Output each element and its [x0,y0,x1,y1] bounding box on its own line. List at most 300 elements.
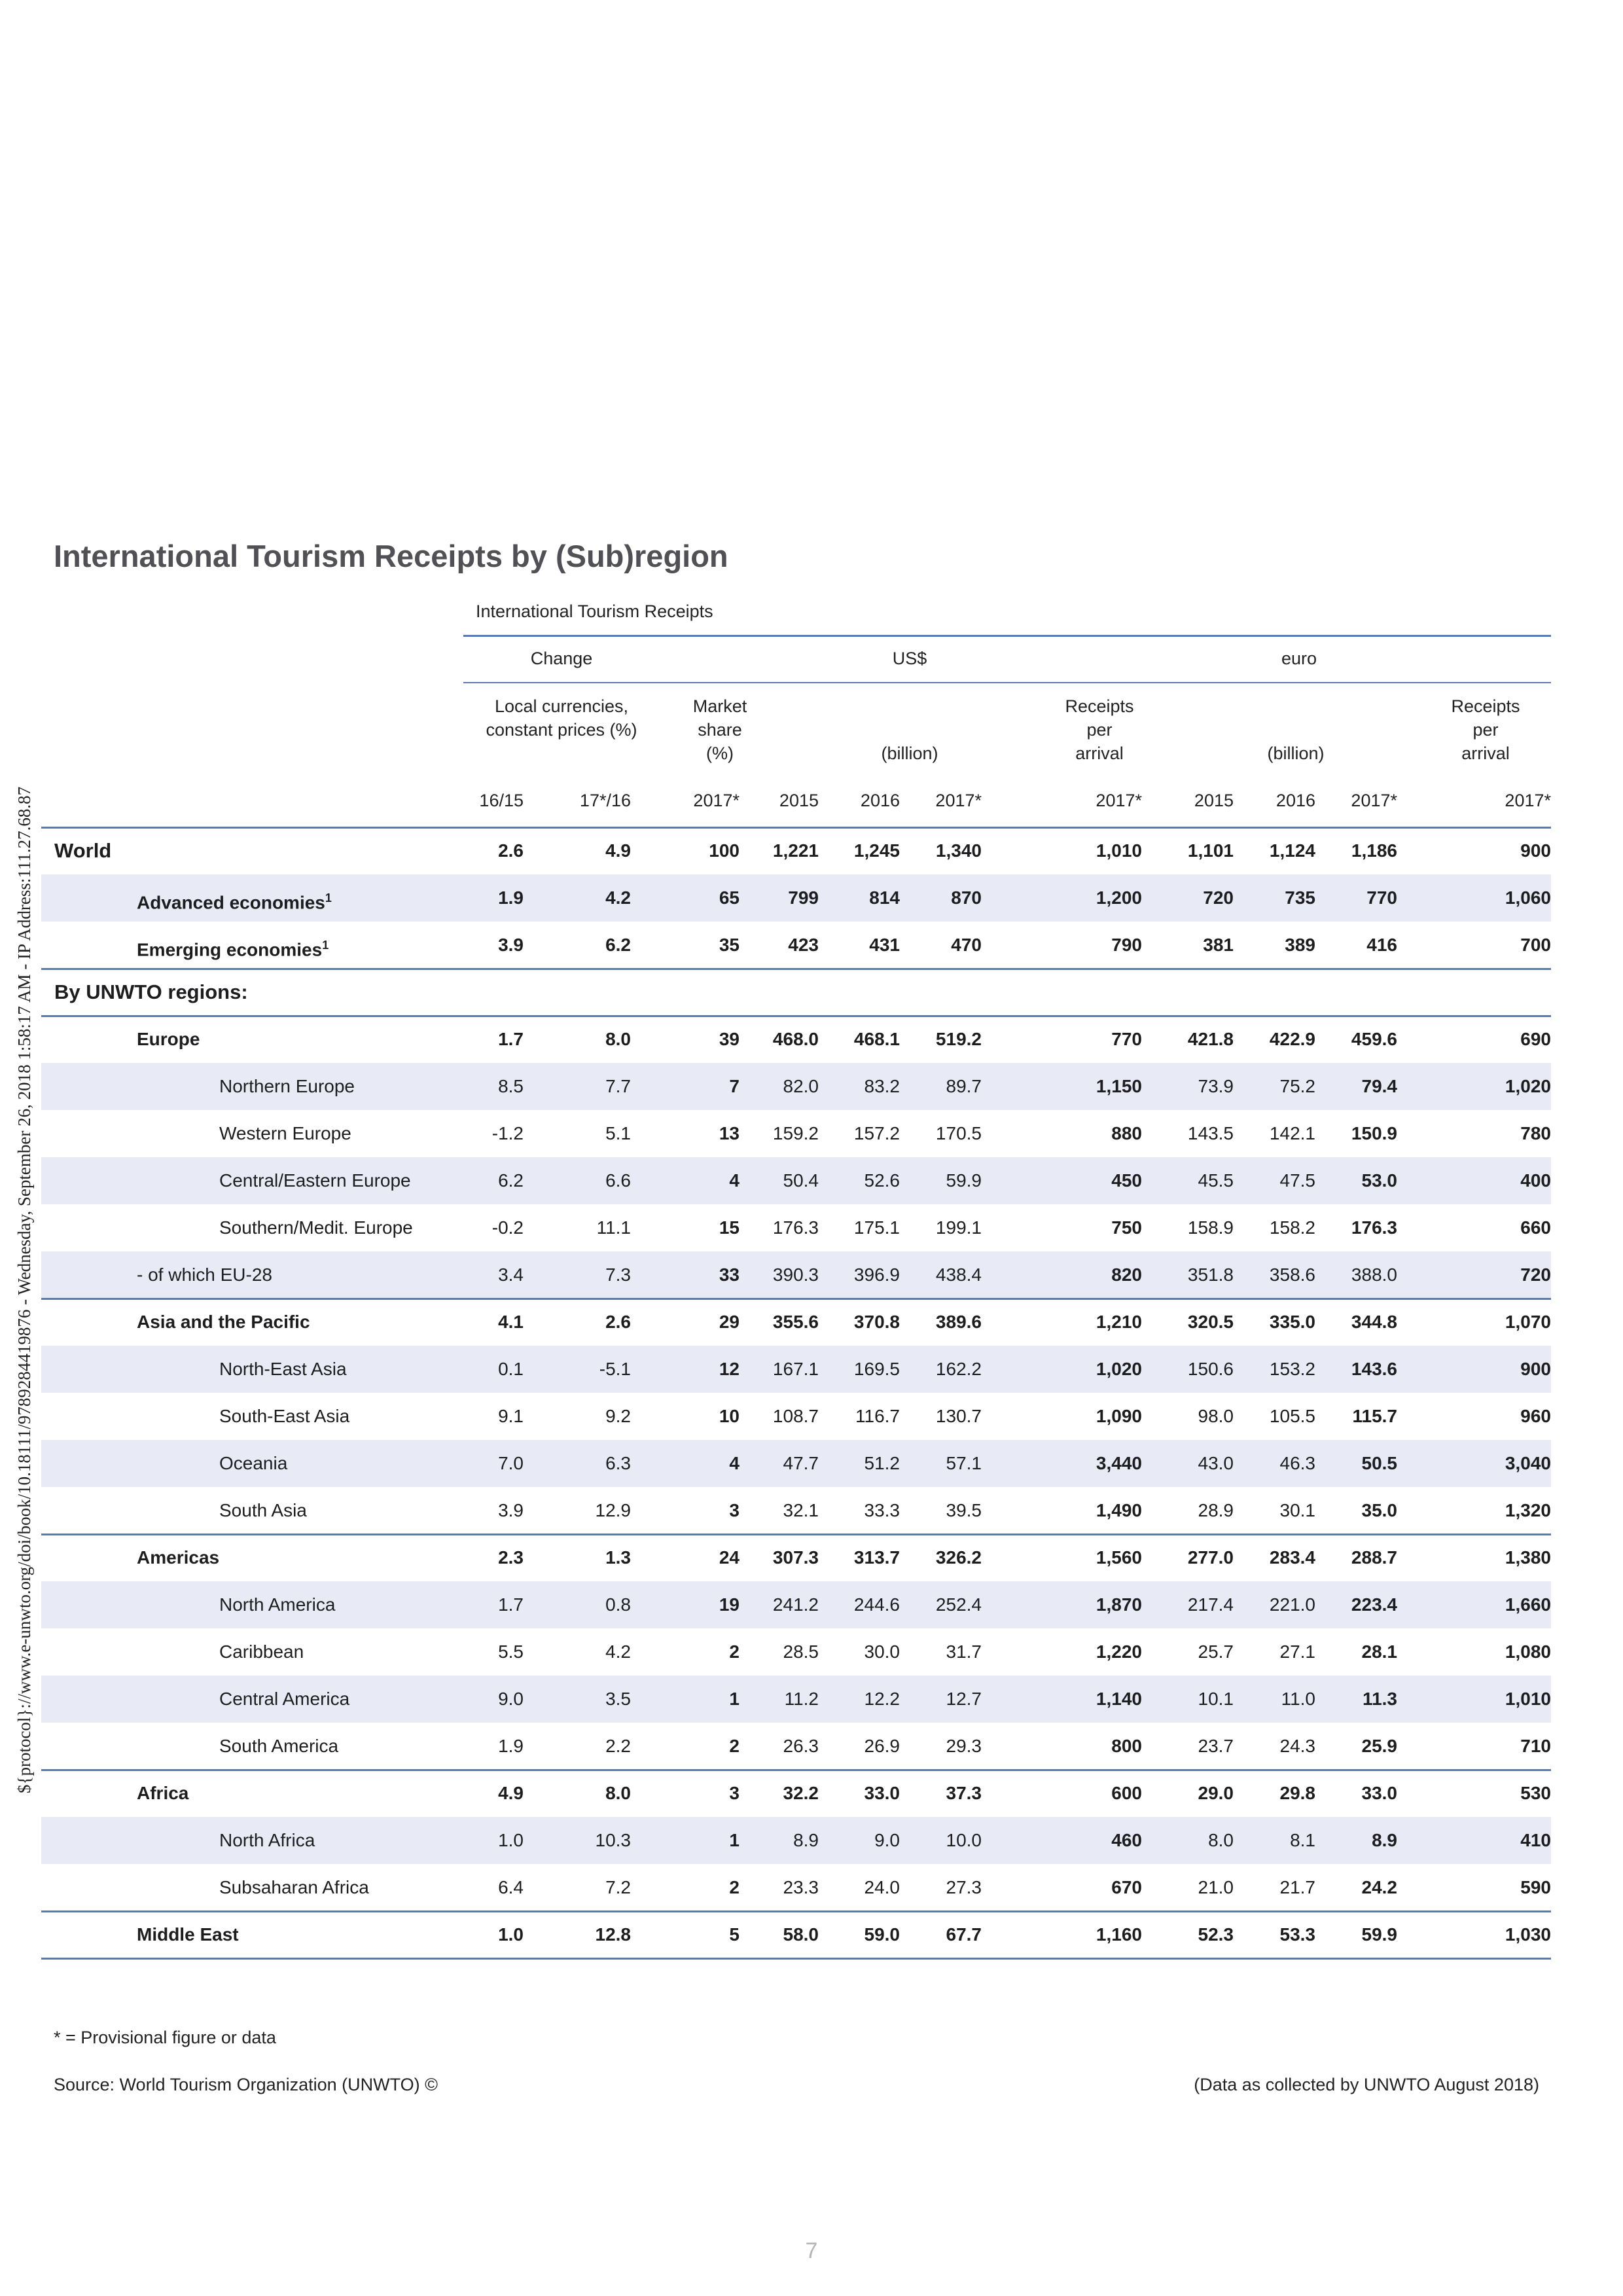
table-cell: 600 [1111,1783,1142,1803]
table-cell: 388.0 [1351,1265,1397,1285]
table-cell: 175.1 [853,1217,900,1238]
table-cell: 1,060 [1505,888,1551,908]
table-cell: 459.6 [1351,1029,1397,1049]
table-cell: 1.9 [498,888,524,908]
table-cell: 12 [719,1359,740,1379]
row-label-text: North Africa [219,1830,315,1850]
table-cell: 1,380 [1505,1547,1551,1568]
table-cell: 53.3 [1279,1924,1315,1945]
table-cell: 4.9 [605,840,631,861]
table-cell: 900 [1520,840,1551,861]
table-cell: 1,560 [1096,1547,1142,1568]
table-row [41,1204,1551,1251]
table-cell: 3 [729,1783,740,1803]
table-cell: 814 [869,888,900,908]
table-cell: 1,020 [1096,1359,1142,1379]
table-cell: 39 [719,1029,740,1049]
table-cell: 21.7 [1279,1877,1315,1897]
table-cell: 1,490 [1096,1500,1142,1520]
table-cell: 11.1 [596,1217,631,1238]
table-cell: 1,070 [1505,1312,1551,1332]
table-cell: 9.0 [498,1689,524,1709]
table-cell: -5.1 [599,1359,631,1379]
table-cell: 52.3 [1198,1924,1234,1945]
table-cell: 389 [1285,935,1315,955]
table-cell: 35.0 [1361,1500,1397,1520]
row-label-text: Africa [137,1783,189,1803]
table-row [41,1911,1551,1958]
table-cell: 31.7 [946,1641,982,1662]
table-cell: 29.0 [1198,1783,1234,1803]
table-cell: 7.2 [605,1877,631,1897]
table-row [41,1016,1551,1063]
table-cell: 29 [719,1312,740,1332]
table-cell: 1,020 [1505,1076,1551,1096]
row-label [219,1204,413,1251]
table-cell: 15 [719,1217,740,1238]
column-header: 2015 [1194,791,1234,810]
row-label [137,1299,310,1346]
column-header: 16/15 [479,791,524,810]
table-cell: 32.1 [783,1500,819,1520]
table-cell: 24 [719,1547,740,1568]
header-change: Change [530,649,593,668]
row-label-text: Emerging economies [137,939,323,960]
table-cell: 960 [1520,1406,1551,1426]
table-row [41,1676,1551,1723]
header-receipts-per-arrival-euro [1420,694,1551,765]
table-cell: 89.7 [946,1076,982,1096]
table-cell: 1,101 [1187,840,1234,861]
header-receipts-line: Receipts [1451,696,1520,716]
table-cell: 670 [1111,1877,1142,1897]
table-cell: 11.3 [1363,1689,1397,1709]
footnote-provisional: * = Provisional figure or data [54,2028,276,2047]
header-local-currencies [463,694,660,742]
table-cell: 1.7 [498,1594,524,1615]
table-cell: 19 [719,1594,740,1615]
table-cell: 8.1 [1290,1830,1315,1850]
table-cell: 45.5 [1198,1170,1234,1191]
row-label [137,1911,239,1958]
table-cell: 7.3 [605,1265,631,1285]
table-cell: 1.7 [498,1029,524,1049]
table-cell: 59.0 [864,1924,900,1945]
table-cell: 33.0 [864,1783,900,1803]
table-row [41,1581,1551,1628]
table-cell: -0.2 [491,1217,524,1238]
table-cell: 3.4 [498,1265,524,1285]
table-cell: 0.1 [498,1359,524,1379]
table-cell: 3,040 [1505,1453,1551,1473]
footnote-marker: 1 [322,939,329,952]
table-cell: 283.4 [1269,1547,1315,1568]
table-cell: 390.3 [772,1265,819,1285]
table-cell: 221.0 [1269,1594,1315,1615]
table-cell: 1,030 [1505,1924,1551,1945]
column-header: 2016 [1275,791,1315,810]
table-cell: 23.3 [783,1877,819,1897]
table-cell: 244.6 [853,1594,900,1615]
table-cell: 6.2 [498,1170,524,1191]
table-cell: 1.0 [498,1924,524,1945]
table-row [41,1534,1551,1581]
table-cell: 3.9 [498,1500,524,1520]
table-cell: 29.3 [946,1736,982,1756]
table-row [41,1628,1551,1676]
table-cell: 799 [788,888,819,908]
table-cell: 1,221 [772,840,819,861]
table-cell: 320.5 [1187,1312,1234,1332]
table-cell: 79.4 [1361,1076,1397,1096]
section-rule [41,968,1551,970]
row-label [219,1346,347,1393]
table-cell: 1,200 [1096,888,1142,908]
table-cell: 690 [1520,1029,1551,1049]
table-cell: 8.9 [1372,1830,1397,1850]
table-cell: 10.3 [595,1830,631,1850]
table-cell: 1,160 [1096,1924,1142,1945]
row-label [219,1393,349,1440]
table-cell: 4 [729,1453,740,1473]
table-row [41,874,1551,922]
table-cell: 6.4 [498,1877,524,1897]
table-cell: 25.7 [1198,1641,1234,1662]
table-cell: 1,010 [1096,840,1142,861]
row-label [219,1063,355,1110]
header-receipts-line: per [1472,720,1499,740]
table-cell: 1.9 [498,1736,524,1756]
row-label-text: - of which EU-28 [137,1265,272,1285]
table-cell: 9.2 [605,1406,631,1426]
row-label [219,1864,369,1911]
table-cell: 1,080 [1505,1641,1551,1662]
table-cell: 750 [1111,1217,1142,1238]
row-label-text: South-East Asia [219,1406,350,1426]
table-cell: 59.9 [1361,1924,1397,1945]
table-row [41,1864,1551,1911]
header-rule [463,682,1551,683]
table-cell: 158.9 [1187,1217,1234,1238]
column-header: 2016 [860,791,900,810]
table-cell: 100 [709,840,740,861]
row-label-text: Caribbean [219,1641,304,1662]
table-cell: 223.4 [1351,1594,1397,1615]
table-cell: 389.6 [935,1312,982,1332]
table-cell: 46.3 [1279,1453,1315,1473]
column-header: 2017* [1096,791,1142,810]
table-cell: 1,220 [1096,1641,1142,1662]
table-cell: 1,660 [1505,1594,1551,1615]
table-cell: 410 [1520,1830,1551,1850]
table-cell: 2.3 [498,1547,524,1568]
table-row [41,1299,1551,1346]
table-cell: 355.6 [772,1312,819,1332]
table-cell: 900 [1520,1359,1551,1379]
row-label-text: Europe [137,1029,200,1049]
table-cell: 396.9 [853,1265,900,1285]
column-header: 2017* [693,791,740,810]
table-cell: 288.7 [1351,1547,1397,1568]
table-cell: 51.2 [864,1453,900,1473]
section-rule [41,1910,1551,1912]
table-cell: 50.5 [1361,1453,1397,1473]
table-cell: 470 [951,935,982,955]
table-cell: 3.9 [498,935,524,955]
table-cell: 116.7 [855,1406,900,1426]
table-cell: 1,124 [1269,840,1315,861]
table-cell: 5 [729,1924,740,1945]
table-cell: 870 [951,888,982,908]
table-row [41,1393,1551,1440]
row-label-text: Americas [137,1547,220,1568]
column-header: 17*/16 [579,791,631,810]
table-cell: 1.0 [498,1830,524,1850]
table-cell: 143.5 [1187,1123,1234,1143]
table-cell: 770 [1111,1029,1142,1049]
table-cell: 5.5 [498,1641,524,1662]
table-cell: 519.2 [935,1029,982,1049]
table-cell: 0.8 [605,1594,631,1615]
table-cell: 307.3 [772,1547,819,1568]
table-row [41,1487,1551,1534]
table-cell: 27.3 [946,1877,982,1897]
table-cell: 37.3 [946,1783,982,1803]
header-market-share-line: share [698,720,742,740]
table-cell: 35 [719,935,740,955]
row-label-text: Central America [219,1689,350,1709]
table-bottom-rule [41,1958,1551,1960]
row-label [219,1487,307,1534]
table-cell: 130.7 [935,1406,982,1426]
section-rule [41,1015,1551,1017]
table-cell: 2 [729,1641,740,1662]
section-rule [41,1534,1551,1535]
table-cell: 335.0 [1269,1312,1315,1332]
header-receipts-line: arrival [1461,744,1510,763]
section-rule [41,1298,1551,1300]
header-market-share [661,694,779,765]
column-header: 2017* [935,791,982,810]
table-cell: 460 [1111,1830,1142,1850]
table-cell: 176.3 [1351,1217,1397,1238]
table-cell: 26.3 [783,1736,819,1756]
table-cell: 1,210 [1096,1312,1142,1332]
table-cell: 326.2 [935,1547,982,1568]
header-receipts-line: Receipts [1065,696,1134,716]
page-number: 7 [805,2238,818,2263]
table-cell: 13 [719,1123,740,1143]
table-cell: 450 [1111,1170,1142,1191]
row-label-text: South America [219,1736,339,1756]
section-rule [41,827,1551,829]
table-cell: 790 [1111,935,1142,955]
row-label-text: Asia and the Pacific [137,1312,310,1332]
header-local-currencies-line: constant prices (%) [486,720,637,740]
table-cell: 8.0 [1208,1830,1234,1850]
table-cell: 5.1 [605,1123,631,1143]
table-cell: 58.0 [783,1924,819,1945]
table-cell: 115.7 [1352,1406,1397,1426]
table-cell: 67.7 [946,1924,982,1945]
table-cell: 590 [1520,1877,1551,1897]
table-cell: 98.0 [1198,1406,1234,1426]
row-label-text: Southern/Medit. Europe [219,1217,413,1238]
table-cell: 381 [1203,935,1234,955]
table-cell: 28.5 [783,1641,819,1662]
table-cell: 660 [1520,1217,1551,1238]
table-cell: 11.2 [784,1689,819,1709]
table-cell: 2 [729,1877,740,1897]
row-label [219,1628,304,1676]
table-row [41,1157,1551,1204]
page-title: International Tourism Receipts by (Sub)region [54,539,728,573]
table-row [41,1110,1551,1157]
header-market-share-line: Market [692,696,747,716]
header-billion-usd: (billion) [881,744,938,763]
table-cell: 2.2 [605,1736,631,1756]
row-label-text: Northern Europe [219,1076,355,1096]
table-cell: 153.2 [1269,1359,1315,1379]
header-euro: euro [1281,649,1317,668]
table-cell: 1.3 [605,1547,631,1568]
table-cell: 1,870 [1096,1594,1142,1615]
table-cell: 313.7 [853,1547,900,1568]
header-receipts-line: per [1086,720,1113,740]
row-label [137,1016,200,1063]
table-cell: 11.0 [1281,1689,1315,1709]
row-label [219,1581,335,1628]
table-cell: 735 [1285,888,1315,908]
table-row [41,1440,1551,1487]
table-cell: 176.3 [772,1217,819,1238]
table-cell: 23.7 [1198,1736,1234,1756]
table-cell: 43.0 [1198,1453,1234,1473]
table-cell: 4 [729,1170,740,1191]
download-watermark: ${protocol}://www.e-unwto.org/doi/book/10.18111/9789284419876 - Wednesday, September 26, 2018 1:58:17 AM - IP Address:111.27.68.87 [14,786,34,1793]
table-cell: 8.9 [793,1830,819,1850]
table-cell: 21.0 [1198,1877,1234,1897]
table-cell: 3 [729,1500,740,1520]
table-cell: 6.6 [605,1170,631,1191]
row-label [219,1723,338,1770]
row-label-text: By UNWTO regions: [54,980,248,1003]
table-cell: 32.2 [783,1783,819,1803]
row-label [219,1676,349,1723]
table-cell: 12.9 [595,1500,631,1520]
table-cell: 24.0 [864,1877,900,1897]
footnote-source: Source: World Tourism Organization (UNWTO) © [54,2075,438,2094]
table-cell: 2.6 [498,840,524,861]
table-cell: 7.7 [605,1076,631,1096]
table-cell: 6.3 [605,1453,631,1473]
table-cell: 25.9 [1361,1736,1397,1756]
table-cell: 431 [869,935,900,955]
table-cell: 530 [1520,1783,1551,1803]
row-label-text: North America [219,1594,336,1615]
table-cell: 59.9 [946,1170,982,1191]
row-label-text: North-East Asia [219,1359,347,1379]
column-header: 2017* [1351,791,1397,810]
row-label [137,1251,272,1299]
table-row [41,1770,1551,1817]
table-cell: 1 [729,1830,740,1850]
table-cell: 27.1 [1279,1641,1315,1662]
table-row [41,1817,1551,1864]
row-label-text: Western Europe [219,1123,351,1143]
table-cell: 159.2 [772,1123,819,1143]
table-cell: 4.9 [498,1783,524,1803]
table-cell: 33.3 [864,1500,900,1520]
header-usd: US$ [892,649,927,668]
row-label-text: World [54,839,112,862]
column-header: 2015 [779,791,819,810]
table-cell: 422.9 [1269,1029,1315,1049]
table-cell: 880 [1111,1123,1142,1143]
header-receipts-line: arrival [1075,744,1124,763]
table-cell: 770 [1366,888,1397,908]
table-cell: 53.0 [1361,1170,1397,1191]
table-cell: 170.5 [935,1123,982,1143]
header-market-share-line: (%) [706,744,734,763]
row-label [219,1110,351,1157]
table-cell: 8.0 [605,1029,631,1049]
table-cell: 241.2 [772,1594,819,1615]
row-label [137,874,332,922]
table-cell: 438.4 [935,1265,982,1285]
table-cell: 6.2 [605,935,631,955]
table-cell: 1,186 [1351,840,1397,861]
header-receipts-per-arrival-usd [1034,694,1165,765]
row-label-text: Middle East [137,1924,239,1945]
table-cell: 1 [729,1689,740,1709]
table-cell: 28.9 [1198,1500,1234,1520]
table-cell: 1,140 [1096,1689,1142,1709]
row-label [54,827,111,874]
table-cell: 12.8 [595,1924,631,1945]
table-cell: 57.1 [946,1453,982,1473]
table-cell: 199.1 [935,1217,982,1238]
row-label-text: Oceania [219,1453,288,1473]
table-cell: 2 [729,1736,740,1756]
section-rule [41,1769,1551,1771]
table-cell: 24.2 [1361,1877,1397,1897]
table-cell: 720 [1203,888,1234,908]
table-cell: 143.6 [1351,1359,1397,1379]
table-cell: 9.0 [874,1830,900,1850]
table-cell: 421.8 [1187,1029,1234,1049]
table-cell: 1,245 [853,840,900,861]
table-cell: 1,090 [1096,1406,1142,1426]
footnote-collected: (Data as collected by UNWTO August 2018) [1194,2075,1539,2094]
table-cell: 416 [1366,935,1397,955]
header-billion-euro: (billion) [1267,744,1325,763]
table-cell: 150.6 [1187,1359,1234,1379]
table-cell: 277.0 [1187,1547,1234,1568]
table-cell: 169.5 [853,1359,900,1379]
table-cell: 26.9 [864,1736,900,1756]
table-cell: 400 [1520,1170,1551,1191]
table-cell: 351.8 [1187,1265,1234,1285]
row-label-text: Subsaharan Africa [219,1877,369,1897]
table-cell: 142.1 [1269,1123,1315,1143]
table-cell: 720 [1520,1265,1551,1285]
table-cell: 800 [1111,1736,1142,1756]
table-cell: 8.0 [605,1783,631,1803]
table-cell: 3.5 [605,1689,631,1709]
row-label [219,1817,315,1864]
table-cell: 1,150 [1096,1076,1142,1096]
